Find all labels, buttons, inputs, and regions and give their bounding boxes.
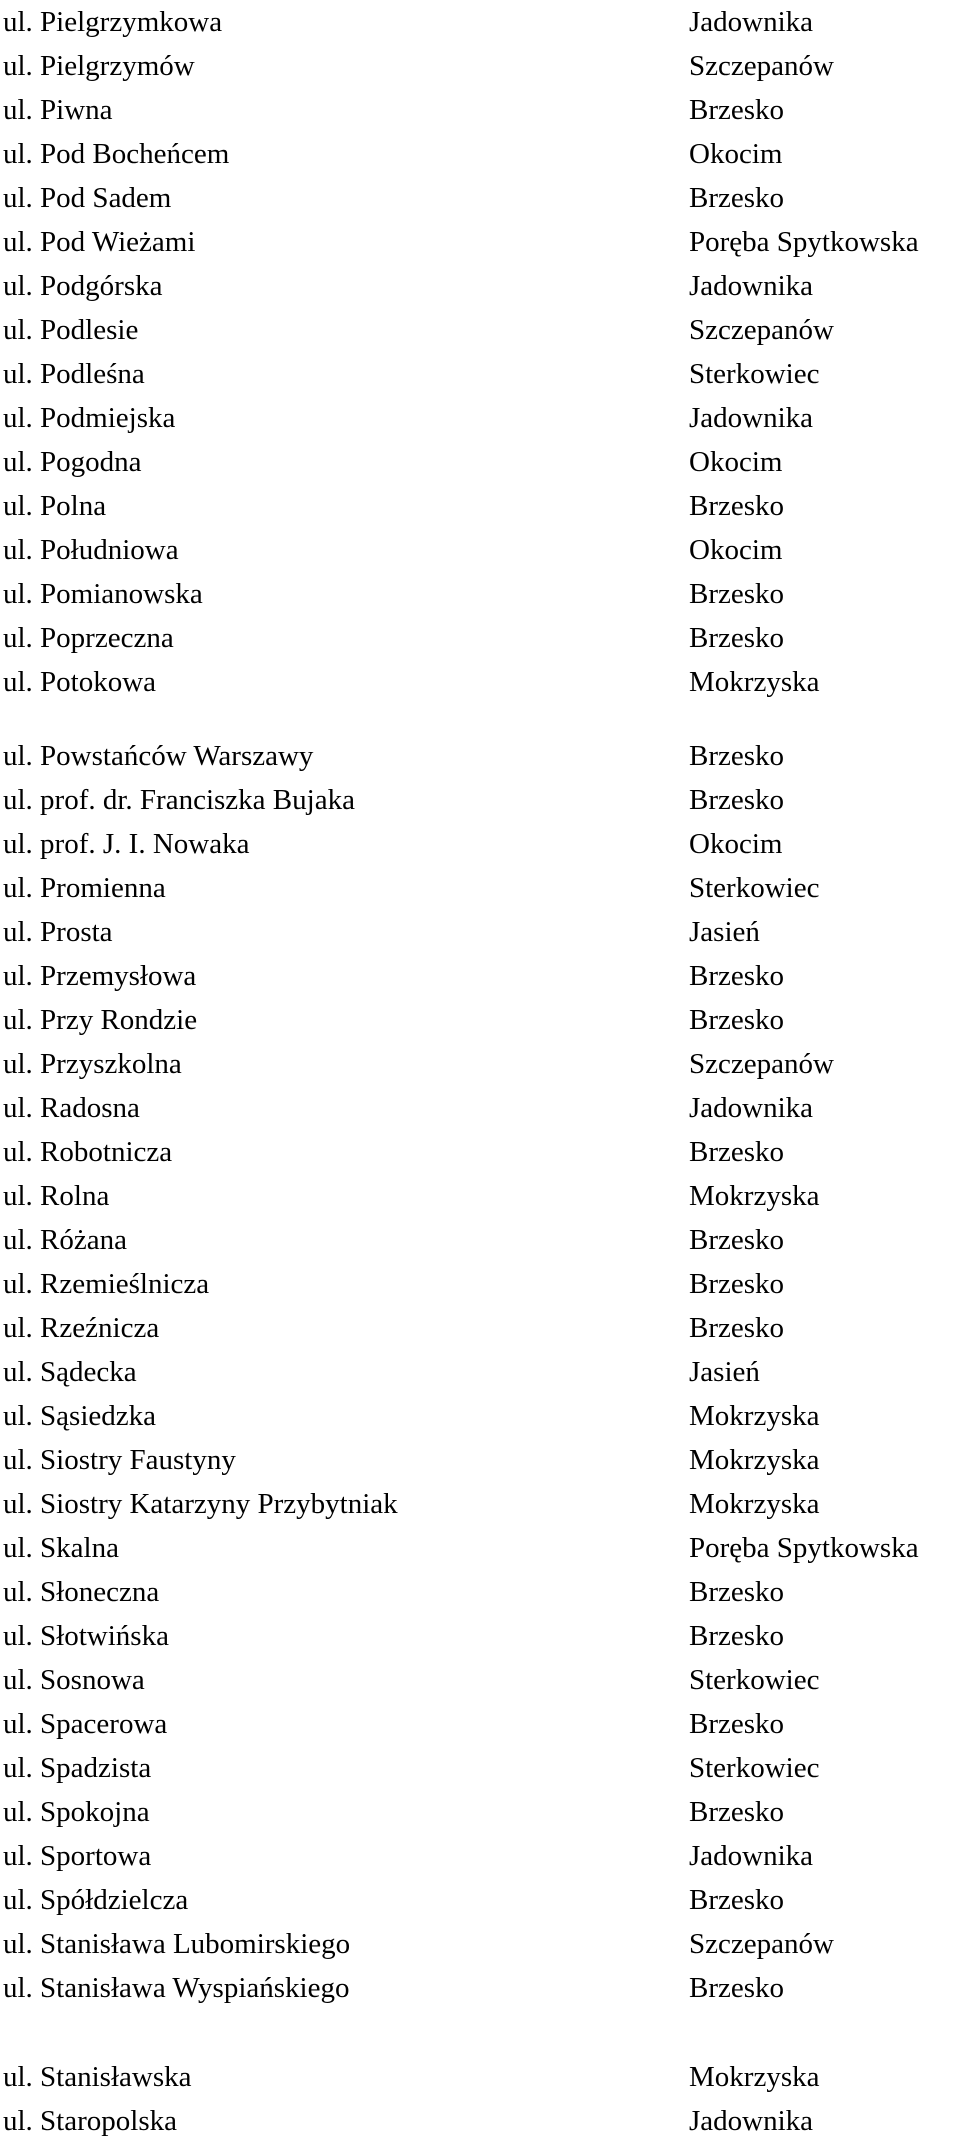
town-name: Okocim (689, 138, 783, 170)
town-name: Jadownika (689, 402, 814, 434)
street-name: ul. Podlesie (3, 314, 139, 346)
town-name: Szczepanów (689, 1928, 834, 1960)
street-row (0, 866, 960, 910)
street-row (0, 1614, 960, 1658)
street-name: ul. Spółdzielcza (3, 1884, 189, 1916)
street-name: ul. Podgórska (3, 270, 163, 302)
town-name: Brzesko (689, 490, 785, 522)
street-group-2 (0, 734, 960, 2010)
street-name: ul. Polna (3, 490, 107, 522)
street-name: ul. Prosta (3, 916, 113, 948)
street-name: ul. Przy Rondzie (3, 1004, 198, 1036)
street-row (0, 352, 960, 396)
street-row (0, 396, 960, 440)
street-row (0, 1086, 960, 1130)
street-name: ul. prof. dr. Franciszka Bujaka (3, 784, 355, 816)
street-row (0, 132, 960, 176)
town-name: Jadownika (689, 270, 814, 302)
street-row (0, 220, 960, 264)
street-name: ul. Przemysłowa (3, 960, 197, 992)
town-name: Brzesko (689, 94, 785, 126)
town-name: Jadownika (689, 1092, 814, 1124)
town-name: Mokrzyska (689, 1444, 820, 1476)
street-row (0, 1130, 960, 1174)
street-name: ul. Potokowa (3, 666, 157, 698)
town-name: Brzesko (689, 1884, 785, 1916)
street-row (0, 1174, 960, 1218)
street-name: ul. Siostry Katarzyny Przybytniak (3, 1488, 398, 1520)
street-row (0, 528, 960, 572)
town-name: Szczepanów (689, 314, 834, 346)
town-name: Brzesko (689, 960, 785, 992)
street-name: ul. Różana (3, 1224, 128, 1256)
street-name: ul. Skalna (3, 1532, 119, 1564)
street-row (0, 1966, 960, 2010)
street-row (0, 1218, 960, 1262)
town-name: Okocim (689, 446, 783, 478)
street-row (0, 572, 960, 616)
street-name: ul. Pielgrzymkowa (3, 6, 223, 38)
town-name: Sterkowiec (689, 1752, 820, 1784)
street-row (0, 734, 960, 778)
street-row (0, 1262, 960, 1306)
street-name: ul. Sosnowa (3, 1664, 145, 1696)
street-name: ul. Piwna (3, 94, 113, 126)
street-row (0, 1394, 960, 1438)
street-name: ul. Słotwińska (3, 1620, 169, 1652)
street-name: ul. Południowa (3, 534, 179, 566)
street-name: ul. Pomianowska (3, 578, 203, 610)
street-row (0, 1702, 960, 1746)
street-name: ul. Pielgrzymów (3, 50, 195, 82)
town-name: Brzesko (689, 1224, 785, 1256)
street-name: ul. Pogodna (3, 446, 142, 478)
street-row (0, 88, 960, 132)
town-name: Brzesko (689, 784, 785, 816)
street-name: ul. Rolna (3, 1180, 110, 1212)
street-name: ul. Przyszkolna (3, 1048, 182, 1080)
street-name: ul. Sądecka (3, 1356, 137, 1388)
town-name: Brzesko (689, 1268, 785, 1300)
street-row (0, 822, 960, 866)
street-row (0, 1438, 960, 1482)
town-name: Poręba Spytkowska (689, 226, 919, 258)
street-name: ul. Podmiejska (3, 402, 176, 434)
street-row (0, 440, 960, 484)
street-name: ul. Robotnicza (3, 1136, 173, 1168)
street-row (0, 1878, 960, 1922)
street-name: ul. Sąsiedzka (3, 1400, 157, 1432)
street-name: ul. Rzemieślnicza (3, 1268, 210, 1300)
town-name: Brzesko (689, 1708, 785, 1740)
town-name: Sterkowiec (689, 358, 820, 390)
street-row (0, 308, 960, 352)
street-name: ul. Sportowa (3, 1840, 152, 1872)
street-row (0, 1922, 960, 1966)
town-name: Brzesko (689, 1312, 785, 1344)
street-name: ul. Słoneczna (3, 1576, 160, 1608)
street-row (0, 1790, 960, 1834)
street-name: ul. Staropolska (3, 2105, 177, 2137)
town-name: Mokrzyska (689, 1400, 820, 1432)
street-row (0, 264, 960, 308)
street-name: ul. Stanisławska (3, 2061, 192, 2093)
street-row (0, 1570, 960, 1614)
town-name: Brzesko (689, 1576, 785, 1608)
street-row (0, 2099, 960, 2143)
town-name: Okocim (689, 828, 783, 860)
street-name: ul. Siostry Faustyny (3, 1444, 236, 1476)
town-name: Mokrzyska (689, 666, 820, 698)
street-row (0, 176, 960, 220)
town-name: Brzesko (689, 622, 785, 654)
street-name: ul. Rzeźnicza (3, 1312, 160, 1344)
street-row (0, 44, 960, 88)
street-row (0, 616, 960, 660)
street-name: ul. Spadzista (3, 1752, 152, 1784)
street-name: ul. Spacerowa (3, 1708, 168, 1740)
town-name: Mokrzyska (689, 1180, 820, 1212)
street-name: ul. Stanisława Wyspiańskiego (3, 1972, 350, 2004)
street-name: ul. Pod Bocheńcem (3, 138, 230, 170)
street-name: ul. Pod Sadem (3, 182, 172, 214)
street-row (0, 1482, 960, 1526)
street-row (0, 1042, 960, 1086)
street-name: ul. Pod Wieżami (3, 226, 196, 258)
street-row (0, 2055, 960, 2099)
town-name: Jadownika (689, 1840, 814, 1872)
street-name: ul. Stanisława Lubomirskiego (3, 1928, 351, 1960)
town-name: Poręba Spytkowska (689, 1532, 919, 1564)
town-name: Brzesko (689, 1796, 785, 1828)
street-name: ul. Powstańców Warszawy (3, 740, 314, 772)
town-name: Sterkowiec (689, 1664, 820, 1696)
town-name: Brzesko (689, 740, 785, 772)
street-row (0, 1526, 960, 1570)
street-row (0, 1350, 960, 1394)
street-row (0, 778, 960, 822)
street-row (0, 954, 960, 998)
street-group-3 (0, 2055, 960, 2143)
town-name: Brzesko (689, 1136, 785, 1168)
street-row (0, 0, 960, 44)
town-name: Szczepanów (689, 50, 834, 82)
street-name: ul. prof. J. I. Nowaka (3, 828, 250, 860)
street-row (0, 1658, 960, 1702)
town-name: Brzesko (689, 578, 785, 610)
street-name: ul. Promienna (3, 872, 166, 904)
street-row (0, 660, 960, 704)
street-name: ul. Spokojna (3, 1796, 150, 1828)
town-name: Szczepanów (689, 1048, 834, 1080)
town-name: Jadownika (689, 2105, 814, 2137)
street-row (0, 1834, 960, 1878)
street-name: ul. Radosna (3, 1092, 140, 1124)
town-name: Jasień (689, 1356, 760, 1388)
street-row (0, 1306, 960, 1350)
town-name: Jadownika (689, 6, 814, 38)
town-name: Brzesko (689, 182, 785, 214)
town-name: Okocim (689, 534, 783, 566)
town-name: Jasień (689, 916, 760, 948)
street-group-1 (0, 0, 960, 704)
town-name: Brzesko (689, 1972, 785, 2004)
street-row (0, 910, 960, 954)
town-name: Sterkowiec (689, 872, 820, 904)
street-row (0, 1746, 960, 1790)
town-name: Mokrzyska (689, 1488, 820, 1520)
town-name: Brzesko (689, 1620, 785, 1652)
town-name: Mokrzyska (689, 2061, 820, 2093)
street-name: ul. Poprzeczna (3, 622, 174, 654)
street-row (0, 484, 960, 528)
street-name: ul. Podleśna (3, 358, 145, 390)
street-row (0, 998, 960, 1042)
town-name: Brzesko (689, 1004, 785, 1036)
